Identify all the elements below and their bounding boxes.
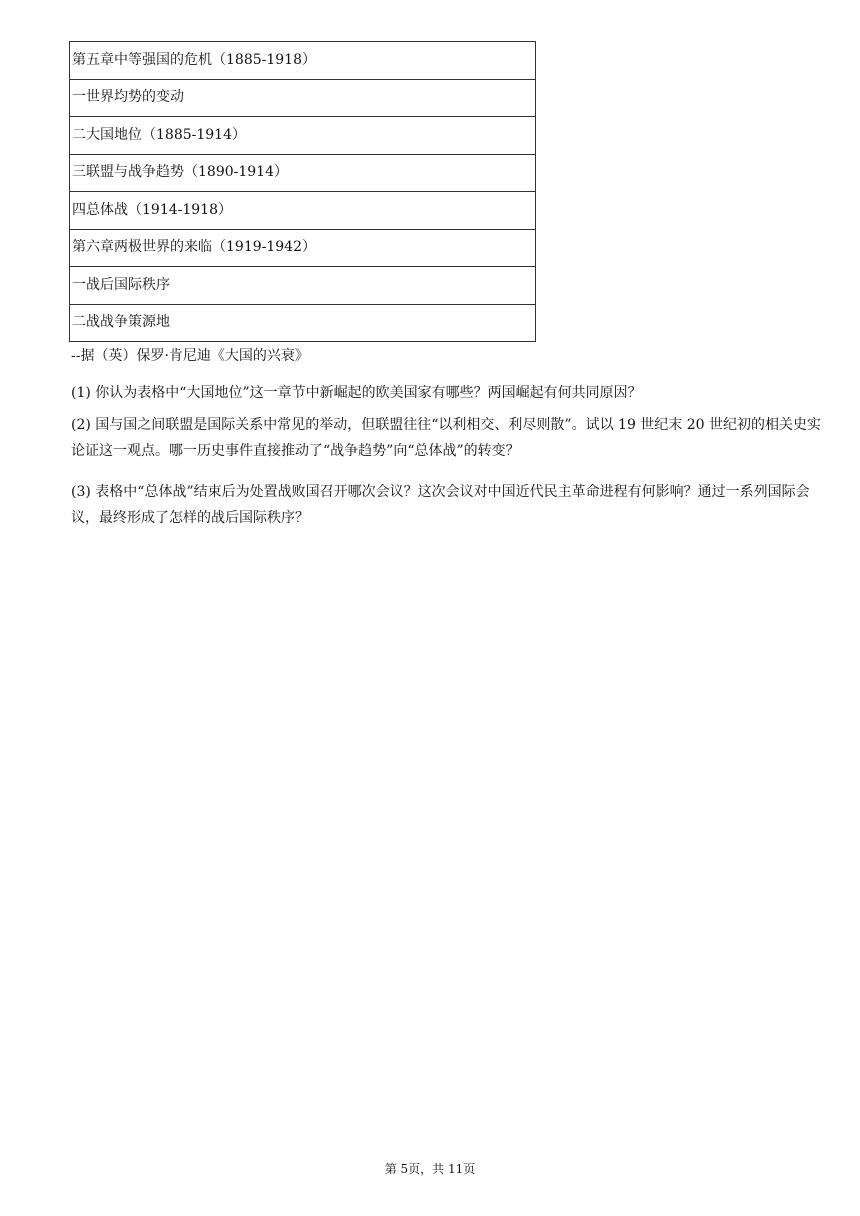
table-row <box>70 117 536 155</box>
table-row <box>70 304 536 342</box>
question-1: (1) 你认为表格中“大国地位”这一章节中新崛起的欧美国家有哪些？两国崛起有何共同原因？ <box>71 385 642 401</box>
source-citation: --据（英）保罗·肯尼迪《大国的兴衰》 <box>71 348 309 364</box>
table-row <box>70 79 536 117</box>
table-row <box>70 192 536 230</box>
table-row <box>70 154 536 192</box>
contents-table <box>69 41 536 342</box>
table-cell: 四总体战（1914-1918） <box>70 192 536 230</box>
table-cell: 一世界均势的变动 <box>70 79 536 117</box>
table-row <box>70 229 536 267</box>
table-cell: 第五章中等强国的危机（1885-1918） <box>70 42 536 80</box>
question-3: (3) 表格中“总体战”结束后为处置战败国召开哪次会议？这次会议对中国近代民主革命进程有何影响？通过一系列国际会议，最终形成了怎样的战后国际秩序？ <box>71 484 810 526</box>
table-row <box>70 267 536 305</box>
table-cell: 二大国地位（1885-1914） <box>70 117 536 155</box>
table-cell: 一战后国际秩序 <box>70 267 536 305</box>
table-cell: 三联盟与战争趋势（1890-1914） <box>70 154 536 192</box>
table-row <box>70 42 536 80</box>
table-cell: 二战战争策源地 <box>70 304 536 342</box>
table-cell: 第六章两极世界的来临（1919-1942） <box>70 229 536 267</box>
question-2: (2) 国与国之间联盟是国际关系中常见的举动，但联盟往往“以利相交、利尽则散”。试以 19 世纪末 20 世纪初的相关史实论证这一观点。哪一历史事件直接推动了“战争趋势”向“总体战”的转变？ <box>71 417 822 459</box>
page-footer: 第 5页，共 11页 <box>384 1162 476 1176</box>
